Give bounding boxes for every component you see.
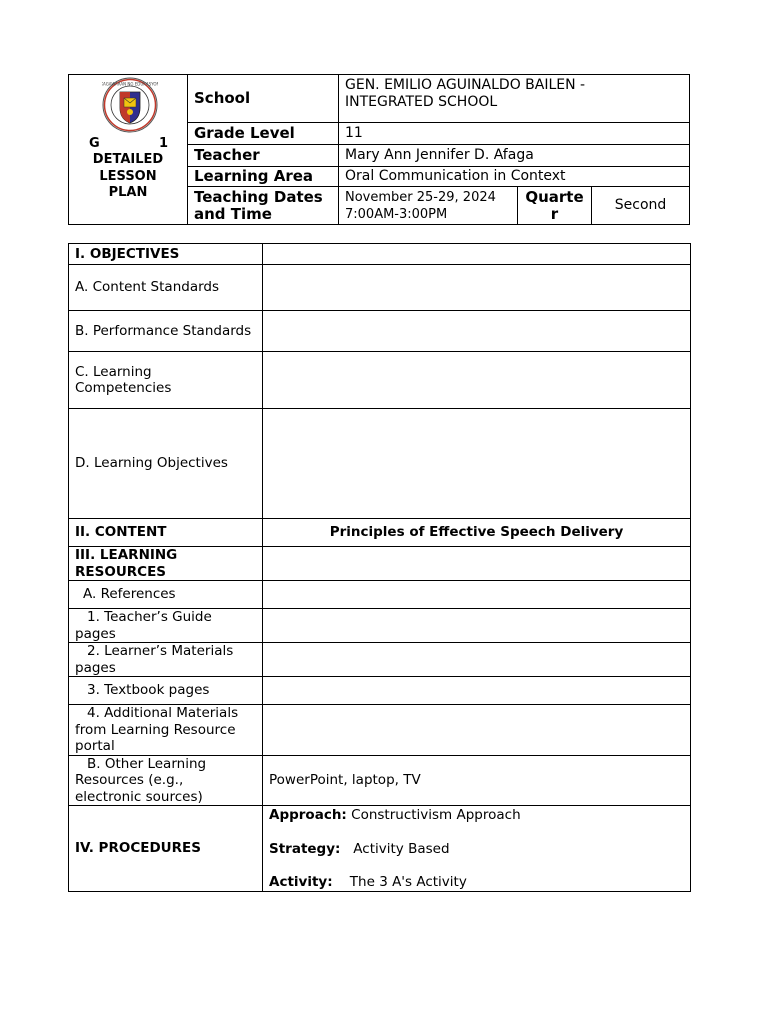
- teachers-guide-value: [263, 609, 691, 643]
- activity-label: Activity:: [269, 874, 333, 890]
- seal-icon: [102, 77, 158, 133]
- learners-materials-label: 2. Learner’s Materials pages: [69, 643, 263, 677]
- table-row: [69, 609, 691, 643]
- school-label: School: [188, 75, 339, 123]
- school-value: GEN. EMILIO AGUINALDO BAILEN - INTEGRATED SCHOOL: [339, 75, 690, 123]
- activity-line: [269, 874, 684, 891]
- learning-area-label: Learning Area: [188, 167, 339, 187]
- strategy-line: [269, 841, 684, 858]
- table-row: [69, 352, 691, 409]
- header-logo-cell: [69, 75, 188, 225]
- table-row: [69, 265, 691, 311]
- strategy-value: Activity Based: [353, 840, 450, 857]
- references-value: [263, 581, 691, 609]
- additional-materials-label: 4. Additional Materials from Learning Resource portal: [69, 705, 263, 756]
- performance-standards-label: B. Performance Standards: [69, 311, 263, 352]
- teacher-value: Mary Ann Jennifer D. Afaga: [339, 145, 690, 167]
- quarter-value: Second: [592, 187, 690, 225]
- table-row: [69, 806, 691, 892]
- table-row: [69, 519, 691, 547]
- quarter-label: Quarte r: [518, 187, 592, 225]
- approach-label: Approach:: [269, 807, 347, 823]
- textbook-pages-value: [263, 677, 691, 705]
- title-plan: PLAN: [108, 185, 148, 200]
- strategy-label: Strategy:: [269, 840, 341, 857]
- table-row: [69, 705, 691, 756]
- lesson-plan-header-table: [68, 74, 690, 225]
- title-lesson: LESSON: [99, 168, 157, 184]
- other-resources-value: PowerPoint, laptop, TV: [263, 755, 691, 806]
- content-heading: II. CONTENT: [69, 519, 263, 547]
- lesson-plan-body-table: [68, 243, 691, 892]
- references-label: A. References: [69, 581, 263, 609]
- other-resources-label: B. Other Learning Resources (e.g., electronic sources): [69, 755, 263, 806]
- table-row: [69, 311, 691, 352]
- deped-seal-logo: [102, 77, 158, 133]
- learners-materials-value: [263, 643, 691, 677]
- activity-value: The 3 A's Activity: [349, 874, 467, 890]
- procedures-value: [263, 806, 691, 892]
- teachers-guide-label: 1. Teacher’s Guide pages: [69, 609, 263, 643]
- content-value: Principles of Effective Speech Delivery: [263, 519, 691, 547]
- title-fragment-right: 1: [158, 135, 168, 151]
- teacher-label: Teacher: [188, 145, 339, 167]
- learning-objectives-value: [263, 409, 691, 519]
- learning-resources-value: [263, 547, 691, 581]
- grade-level-label: Grade Level: [188, 123, 339, 145]
- table-row: [69, 643, 691, 677]
- table-row: [69, 244, 691, 265]
- learning-objectives-label: D. Learning Objectives: [69, 409, 263, 519]
- objectives-value: [263, 244, 691, 265]
- objectives-heading: I. OBJECTIVES: [69, 244, 263, 265]
- teaching-dates-label: Teaching Dates and Time: [188, 187, 339, 225]
- content-standards-value: [263, 265, 691, 311]
- seal-text: KAGAWARAN NG EDUKASYON: [102, 81, 158, 87]
- table-row: [69, 581, 691, 609]
- procedures-heading: IV. PROCEDURES: [69, 806, 263, 892]
- content-standards-label: A. Content Standards: [69, 265, 263, 311]
- performance-standards-value: [263, 311, 691, 352]
- table-row: [69, 677, 691, 705]
- learning-area-value: Oral Communication in Context: [339, 167, 690, 187]
- learning-competencies-label: C. Learning Competencies: [69, 352, 263, 409]
- approach-value: Constructivism Approach: [351, 807, 521, 823]
- teaching-dates-value: November 25-29, 2024 7:00AM-3:00PM: [339, 187, 518, 225]
- additional-materials-value: [263, 705, 691, 756]
- learning-competencies-value: [263, 352, 691, 409]
- approach-line: [269, 807, 684, 824]
- table-row: [69, 547, 691, 581]
- table-row: [69, 755, 691, 806]
- title-fragment-left: G: [89, 135, 100, 151]
- table-row: [69, 409, 691, 519]
- textbook-pages-label: 3. Textbook pages: [69, 677, 263, 705]
- grade-level-value: 11: [339, 123, 690, 145]
- title-detailed: DETAILED: [92, 152, 164, 167]
- learning-resources-heading: III. LEARNING RESOURCES: [69, 547, 263, 581]
